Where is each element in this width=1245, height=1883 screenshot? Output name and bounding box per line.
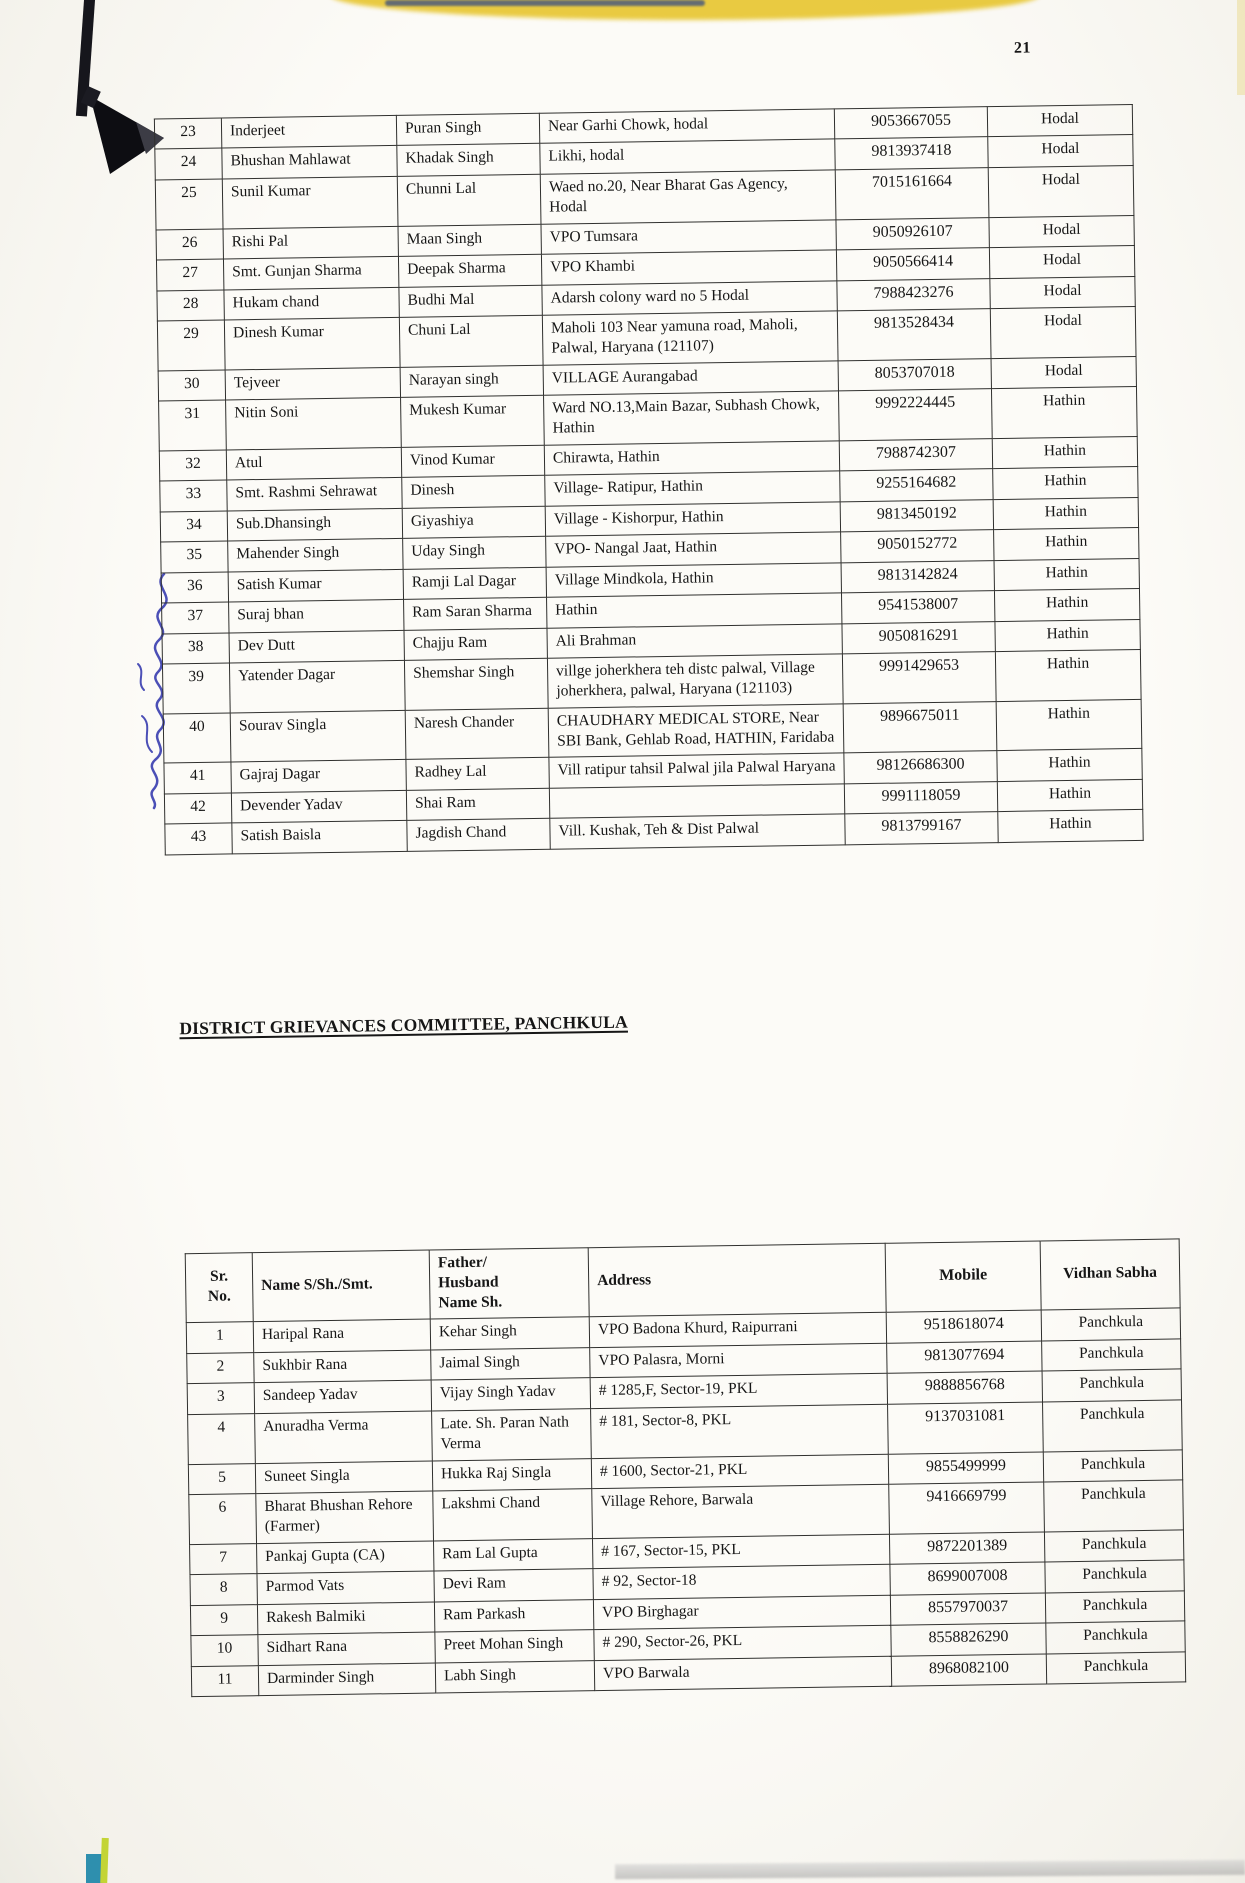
table-cell: Vill. Kushak, Teh & Dist Palwal — [550, 814, 845, 849]
table-cell: Hodal — [987, 105, 1132, 138]
table-cell: Village - Kishorpur, Hathin — [545, 502, 840, 537]
table-cell: 9896675011 — [843, 701, 997, 753]
table-cell: CHAUDHARY MEDICAL STORE, Near SBI Bank, Gehlab Road, HATHIN, Faridaba — [548, 704, 844, 758]
table-cell: Khadak Singh — [397, 144, 540, 177]
table-cell: 39 — [162, 663, 230, 714]
table-cell: Likhi, hodal — [540, 139, 835, 174]
table-cell: Dev Dutt — [229, 630, 404, 663]
section-heading: DISTRICT GRIEVANCES COMMITTEE, PANCHKULA — [179, 1011, 628, 1039]
table-cell: Hathin — [998, 810, 1143, 843]
column-header-vidhan-sabha: Vidhan Sabha — [1040, 1239, 1180, 1311]
table-cell: Hukam chand — [224, 287, 399, 320]
table-cell: Chajju Ram — [404, 628, 547, 661]
table-cell: Sandeep Yadav — [254, 1380, 431, 1413]
table-cell: Sunil Kumar — [222, 176, 398, 228]
table-cell: Uday Singh — [403, 536, 546, 569]
table-cell: Chunni Lal — [397, 174, 541, 226]
table-cell: Hukka Raj Singla — [432, 1458, 591, 1491]
table-cell: 40 — [163, 713, 231, 764]
table-cell: # 181, Sector-8, PKL — [591, 1404, 889, 1458]
table-cell: 9991118059 — [844, 781, 997, 814]
table-cell: 9050152772 — [841, 530, 994, 563]
table-cell: 26 — [156, 229, 223, 260]
table-cell: 41 — [164, 762, 231, 793]
table-cell: Late. Sh. Paran Nath Verma — [432, 1409, 592, 1461]
table-cell — [549, 784, 844, 819]
table-cell: Panchkula — [1042, 1339, 1181, 1372]
table-cell: Hathin — [994, 589, 1139, 622]
table-cell: Rakesh Balmiki — [257, 1602, 434, 1635]
table-cell: 28 — [157, 290, 224, 321]
table-cell: 8699007008 — [890, 1562, 1045, 1595]
table-cell: 9855499999 — [888, 1452, 1043, 1485]
table-cell: Hodal — [990, 276, 1135, 309]
table-cell: Panchkula — [1041, 1308, 1180, 1341]
table-cell: Panchkula — [1043, 1400, 1183, 1452]
table-cell: 9 — [190, 1604, 257, 1635]
grievance-table-continued — [154, 104, 1144, 855]
table-cell: Hodal — [990, 306, 1136, 358]
table-cell: Hathin — [993, 497, 1138, 530]
table-cell: Budhi Mal — [399, 285, 542, 318]
table-cell: 25 — [155, 179, 223, 230]
page-number: 21 — [1013, 39, 1032, 57]
table-cell: 9050816291 — [842, 621, 995, 654]
table-cell: Ali Brahman — [547, 623, 842, 658]
table-cell: Rishi Pal — [223, 226, 398, 259]
table-cell: 23 — [154, 118, 221, 149]
table-cell: Jagdish Chand — [407, 819, 550, 852]
table-cell: Hathin — [547, 593, 842, 628]
panchkula-grievance-table — [185, 1238, 1186, 1697]
table-cell: 27 — [156, 259, 223, 290]
table-cell: Village Rehore, Barwala — [592, 1484, 890, 1538]
table-cell: Adarsh colony ward no 5 Hodal — [542, 280, 837, 315]
table-cell: 31 — [159, 400, 227, 451]
table-cell: 7988742307 — [839, 438, 992, 471]
column-header-address: Address — [588, 1243, 886, 1317]
table-cell: Giyashiya — [402, 506, 545, 539]
table-cell: 7988423276 — [837, 278, 990, 311]
table-cell: Labh Singh — [435, 1660, 594, 1693]
table-cell: VPO- Nangal Jaat, Hathin — [546, 532, 841, 567]
table-cell: 9813799167 — [845, 812, 998, 845]
table-cell: 9813450192 — [840, 499, 993, 532]
table-cell: Tejveer — [225, 367, 400, 400]
table-cell: Vijay Singh Yadav — [431, 1378, 590, 1411]
table-cell: Yatender Dagar — [229, 660, 405, 712]
table-cell: Panchkula — [1044, 1480, 1184, 1532]
table-cell: Devender Yadav — [231, 790, 406, 823]
table-cell: Chirawta, Hathin — [544, 441, 839, 476]
table-cell: Suraj bhan — [229, 599, 404, 632]
table-cell: 42 — [164, 793, 231, 824]
table-cell: Hodal — [988, 165, 1134, 217]
table-cell: 8968082100 — [891, 1653, 1046, 1686]
table-cell: 8053707018 — [838, 358, 991, 391]
table-cell: Sourav Singla — [230, 710, 406, 762]
table-cell: Shai Ram — [406, 788, 549, 821]
table-cell: Atul — [226, 447, 401, 480]
table-cell: Chuni Lal — [399, 315, 543, 367]
table-cell: Narayan singh — [400, 365, 543, 398]
table-cell: 9813077694 — [887, 1341, 1042, 1374]
table-cell: Smt. Gunjan Sharma — [223, 256, 398, 289]
table-cell: Ward NO.13,Main Bazar, Subhash Chowk, Hathin — [544, 391, 840, 445]
table-cell: Village Mindkola, Hathin — [546, 563, 841, 598]
table-cell: Panchkula — [1042, 1369, 1181, 1402]
table-cell: Ramji Lal Dagar — [403, 567, 546, 600]
table-cell: Hathin — [992, 436, 1137, 469]
table-cell: Pankaj Gupta (CA) — [257, 1541, 434, 1574]
table-cell: Lakshmi Chand — [433, 1489, 593, 1541]
table-cell: Ram Lal Gupta — [434, 1538, 593, 1571]
table-cell: 24 — [155, 148, 222, 179]
table-cell: Darminder Singh — [258, 1663, 435, 1696]
table-cell: Haripal Rana — [253, 1320, 430, 1353]
table-cell: Hathin — [991, 387, 1137, 439]
table-cell: Waed no.20, Near Bharat Gas Agency, Hodal — [540, 170, 836, 224]
table-cell: Bhushan Mahlawat — [222, 146, 397, 179]
table-cell: 1 — [186, 1322, 253, 1353]
table-cell: Inderjeet — [221, 115, 396, 148]
table-cell: Panchkula — [1044, 1530, 1183, 1563]
table-cell: Smt. Rashmi Sehrawat — [227, 478, 402, 511]
table-cell: Maan Singh — [398, 224, 541, 257]
table-cell: 9137031081 — [888, 1402, 1044, 1454]
table-cell: 9813142824 — [841, 560, 994, 593]
table-cell: VPO Palasra, Morni — [590, 1343, 887, 1378]
table-cell: 33 — [160, 480, 227, 511]
table-cell: 9053667055 — [834, 107, 987, 140]
table-cell: Hodal — [989, 246, 1134, 279]
table-cell: VILLAGE Aurangabad — [543, 361, 838, 396]
table-cell: Mukesh Kumar — [401, 395, 545, 447]
table-cell: villge joherkhera teh distc palwal, Village joherkhera, palwal, Haryana (121103) — [547, 654, 843, 708]
column-header-sr-no: Sr. No. — [185, 1253, 253, 1323]
table-cell: 3 — [187, 1383, 254, 1414]
table-cell: Sidhart Rana — [258, 1632, 435, 1665]
table-cell: VPO Khambi — [541, 250, 836, 285]
table-cell: 9813937418 — [835, 137, 988, 170]
table-cell: 9813528434 — [837, 309, 991, 361]
table-cell: VPO Badona Khurd, Raipurrani — [589, 1313, 886, 1348]
table-cell: 37 — [162, 602, 229, 633]
table-cell: 35 — [161, 541, 228, 572]
table-cell: Vinod Kumar — [401, 445, 544, 478]
table-cell: Panchkula — [1045, 1560, 1184, 1593]
column-header-father: Father/ Husband Name Sh. — [429, 1248, 589, 1320]
table-cell: Hathin — [995, 619, 1140, 652]
table-cell: Satish Baisla — [232, 821, 407, 854]
table-cell: 8558826290 — [891, 1623, 1046, 1656]
table-cell: Hodal — [988, 135, 1133, 168]
table-cell: Hathin — [996, 699, 1142, 751]
table-cell: 10 — [191, 1635, 258, 1666]
table-cell: Parmod Vats — [257, 1571, 434, 1604]
column-header-mobile: Mobile — [885, 1241, 1041, 1313]
table-cell: VPO Barwala — [594, 1656, 891, 1691]
table-cell: Shemshar Singh — [404, 658, 548, 710]
table-cell: Hodal — [991, 356, 1136, 389]
table-cell: 9050926107 — [836, 217, 989, 250]
table-cell: Hathin — [995, 650, 1141, 702]
table-cell: Puran Singh — [396, 113, 539, 146]
table-cell: VPO Birghagar — [593, 1595, 890, 1630]
table-cell: Bharat Bhushan Rehore (Farmer) — [256, 1491, 434, 1543]
table-cell: Deepak Sharma — [398, 254, 541, 287]
table-cell: Panchkula — [1043, 1449, 1182, 1482]
table-cell: 9872201389 — [889, 1532, 1044, 1565]
table-cell: 9541538007 — [841, 591, 994, 624]
table-cell: Village- Ratipur, Hathin — [545, 471, 840, 506]
table-cell: 98126686300 — [844, 751, 997, 784]
table-cell: # 1285,F, Sector-19, PKL — [590, 1374, 887, 1409]
table-cell: 9518618074 — [886, 1310, 1041, 1343]
table-cell: Preet Mohan Singh — [435, 1630, 594, 1663]
table-cell: 8 — [190, 1574, 257, 1605]
table-cell: 34 — [160, 511, 227, 542]
table-cell: Sukhbir Rana — [254, 1350, 431, 1383]
table-cell: 32 — [159, 450, 226, 481]
table-cell: Hathin — [993, 467, 1138, 500]
table-cell: 43 — [165, 823, 232, 854]
table-cell: Dinesh Kumar — [224, 317, 400, 369]
table-cell: 36 — [161, 572, 228, 603]
table-cell: 9991429653 — [842, 652, 996, 704]
table-cell: Ram Saran Sharma — [404, 597, 547, 630]
table-cell: VPO Tumsara — [541, 220, 836, 255]
table-cell: Gajraj Dagar — [231, 760, 406, 793]
table-cell: # 92, Sector-18 — [593, 1564, 890, 1599]
table-cell: 9888856768 — [887, 1371, 1042, 1404]
table-cell: Radhey Lal — [406, 758, 549, 791]
column-header-name: Name S/Sh./Smt. — [252, 1250, 430, 1322]
table-cell: Hodal — [989, 215, 1134, 248]
table-cell: Kehar Singh — [430, 1317, 589, 1350]
table-cell: Vill ratipur tahsil Palwal jila Palwal Haryana — [549, 753, 844, 788]
table-cell: Satish Kumar — [228, 569, 403, 602]
table-cell: 11 — [191, 1665, 258, 1696]
table-cell: Maholi 103 Near yamuna road, Maholi, Palwal, Haryana (121107) — [542, 311, 838, 365]
table-cell: Jaimal Singh — [431, 1348, 590, 1381]
table-cell: Nitin Soni — [226, 398, 402, 450]
folder-edge-sliver — [1237, 0, 1245, 95]
table-cell: 6 — [189, 1494, 257, 1545]
table-cell: # 1600, Sector-21, PKL — [591, 1454, 888, 1489]
table-cell: 5 — [188, 1463, 255, 1494]
table-cell: 7 — [190, 1543, 257, 1574]
table-cell: 2 — [187, 1353, 254, 1384]
table-cell: Panchkula — [1046, 1621, 1185, 1654]
table-cell: Hathin — [997, 779, 1142, 812]
table-cell: Anuradha Verma — [255, 1411, 433, 1463]
table-cell: Naresh Chander — [405, 708, 549, 760]
table-cell: 7015161664 — [835, 168, 989, 220]
table-cell: # 167, Sector-15, PKL — [592, 1534, 889, 1569]
table-cell: Hathin — [994, 528, 1139, 561]
table-cell: 8557970037 — [890, 1593, 1045, 1626]
table-cell: Hathin — [997, 749, 1142, 782]
table-cell: Panchkula — [1046, 1651, 1185, 1684]
table-cell: 9050566414 — [836, 248, 989, 281]
table-cell: Dinesh — [402, 476, 545, 509]
table-cell: Mahender Singh — [228, 539, 403, 572]
table-cell: Suneet Singla — [255, 1461, 432, 1494]
table-cell: 4 — [188, 1414, 256, 1465]
table-cell: Hathin — [994, 558, 1139, 591]
table-cell: 38 — [162, 633, 229, 664]
table-cell: # 290, Sector-26, PKL — [594, 1625, 891, 1660]
table-cell: Devi Ram — [434, 1569, 593, 1602]
table-cell: Panchkula — [1045, 1591, 1184, 1624]
table-cell: 9992224445 — [838, 389, 992, 441]
table-cell: 29 — [157, 320, 225, 371]
table-cell: Sub.Dhansingh — [227, 508, 402, 541]
table-cell: Near Garhi Chowk, hodal — [539, 109, 834, 144]
table-cell: 30 — [158, 370, 225, 401]
table-cell: 9255164682 — [840, 469, 993, 502]
table-cell: Ram Parkash — [434, 1599, 593, 1632]
table-cell: 9416669799 — [889, 1482, 1045, 1534]
